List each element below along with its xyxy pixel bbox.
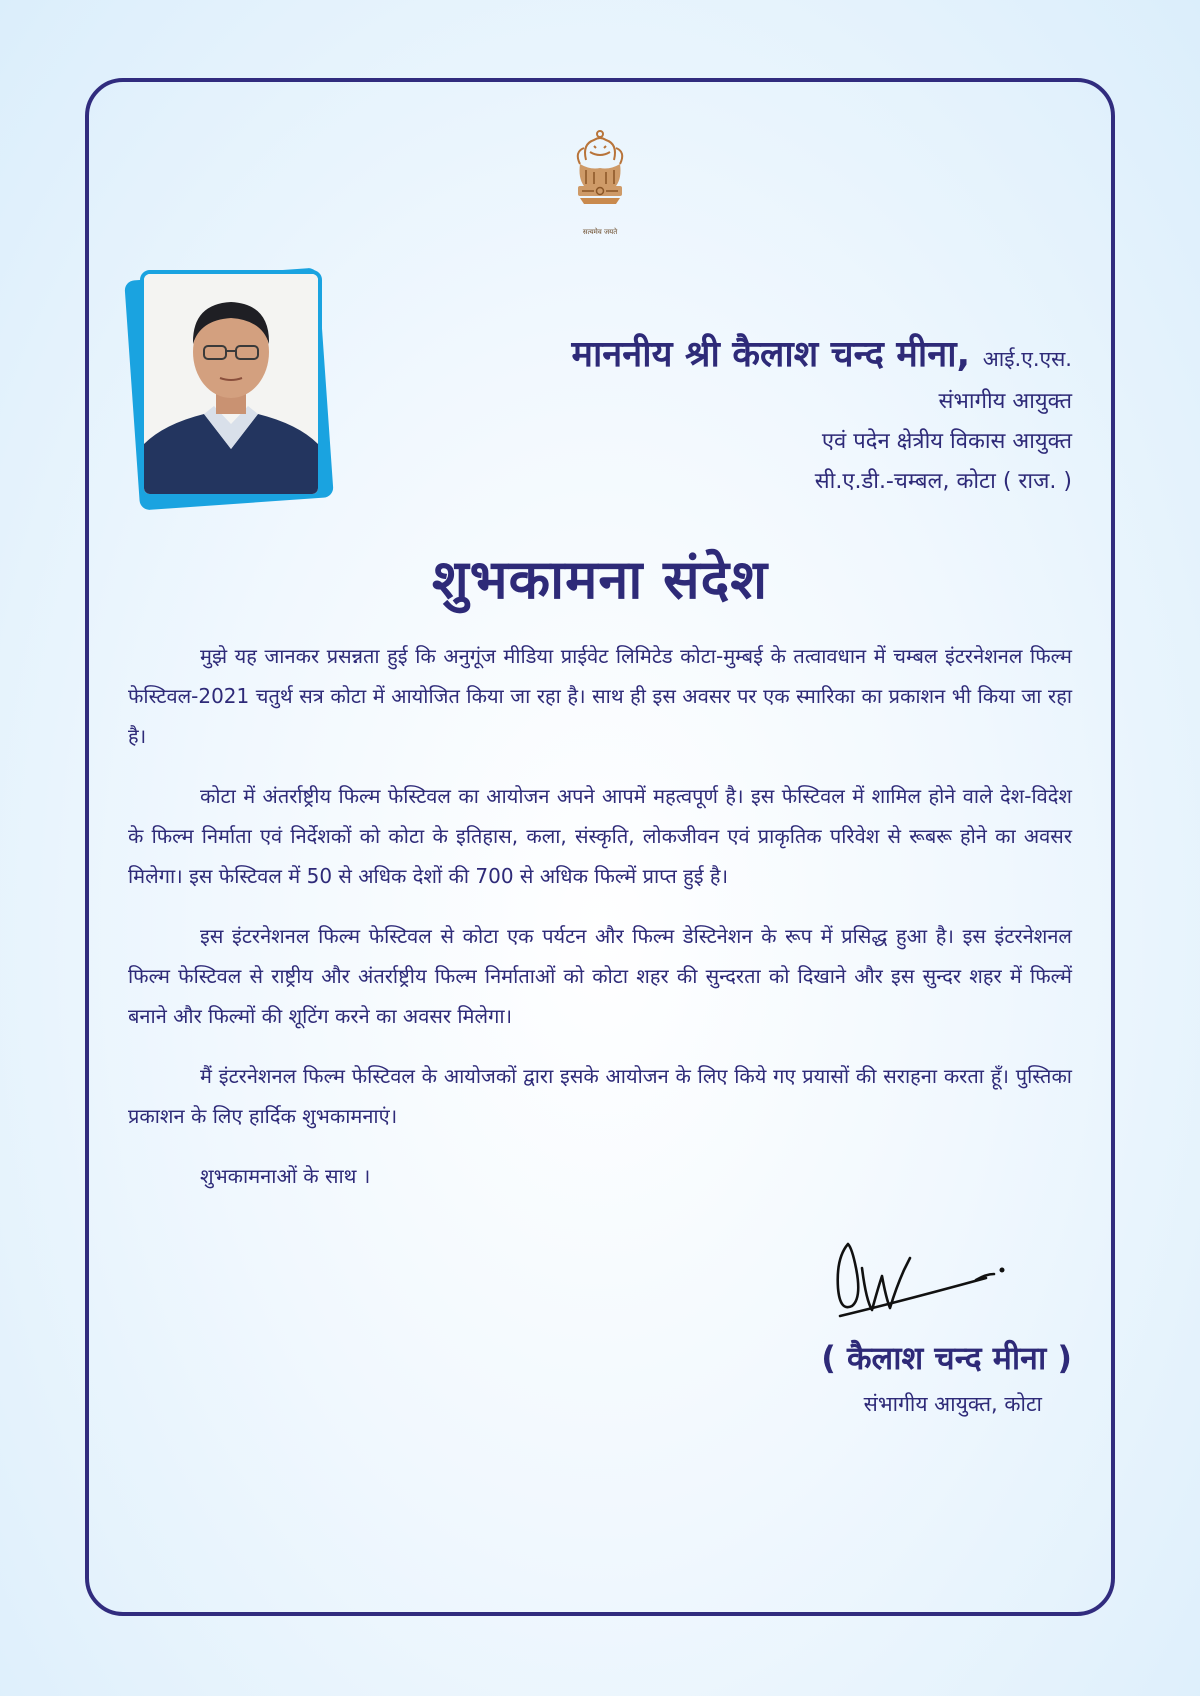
official-name-line xyxy=(372,332,1072,382)
body-paragraph-1: मुझे यह जानकर प्रसन्नता हुई कि अनुगूंज मीडिया प्राईवेट लिमिटेड कोटा-मुम्बई के तत्वावधान में चम्बल इंटरनेशनल फिल्म फेस्टिवल-2021 चतुर्थ सत्र कोटा में आयोजित किया जा रहा है। साथ ही इस अवसर पर एक स्मारिका का प्रकाशन भी किया जा रहा है। xyxy=(128,644,1072,748)
handwritten-signature xyxy=(826,1228,1016,1338)
body-paragraph-3: इस इंटरनेशनल फिल्म फेस्टिवल से कोटा एक पर्यटन और फिल्म डेस्टिनेशन के रूप में प्रसिद्ध हुआ है। इस इंटरनेशनल फिल्म फेस्टिवल से राष्ट्रीय और अंतर्राष्ट्रीय फिल्म निर्माताओं को कोटा शहर की सुन्दरता को दिखाने और इस सुन्दर शहर में फिल्में बनाने और फिल्मों की शूटिंग करने का अवसर मिलेगा। xyxy=(128,924,1072,1028)
signer-name: ( कैलाश चन्द मीना ) xyxy=(821,1339,1072,1377)
official-name: माननीय श्री कैलाश चन्द मीना, xyxy=(571,334,971,375)
signer-title: संभागीय आयुक्त, कोटा xyxy=(863,1392,1042,1416)
designation-block xyxy=(372,332,1072,502)
body-paragraph-2: कोटा में अंतर्राष्ट्रीय फिल्म फेस्टिवल का आयोजन अपने आपमें महत्वपूर्ण है। इस फेस्टिवल में शामिल होने वाले देश-विदेश के फिल्म निर्माता एवं निर्देशकों को कोटा के इतिहास, कला, संस्कृति, लोकजीवन एवं प्राकृतिक परिवेश से रूबरू होने का अवसर मिलेगा। इस फेस्टिवल में 50 से अधिक देशों की 700 से अधिक फिल्में प्राप्त हुई है। xyxy=(128,784,1072,888)
body-paragraph-4: मैं इंटरनेशनल फिल्म फेस्टिवल के आयोजकों द्वारा इसके आयोजन के लिए किये गए प्रयासों की सराहना करता हूँ। पुस्तिका प्रकाशन के लिए हार्दिक शुभकामनाएं। xyxy=(128,1064,1072,1128)
portrait-photo xyxy=(140,270,322,498)
official-name-suffix: आई.ए.एस. xyxy=(982,347,1072,371)
emblem-motto: सत्यमेव जयते xyxy=(582,228,618,236)
designation-line-3: सी.ए.डी.-चम्बल, कोटा ( राज. ) xyxy=(814,469,1072,494)
message-body xyxy=(128,636,1072,1216)
designation-line-1: संभागीय आयुक्त xyxy=(938,389,1072,414)
national-emblem-icon xyxy=(566,130,634,242)
closing-line: शुभकामनाओं के साथ । xyxy=(200,1164,371,1188)
designation-line-2: एवं पदेन क्षेत्रीय विकास आयुक्त xyxy=(821,429,1072,454)
message-heading: शुभकामना संदेश xyxy=(431,548,769,611)
